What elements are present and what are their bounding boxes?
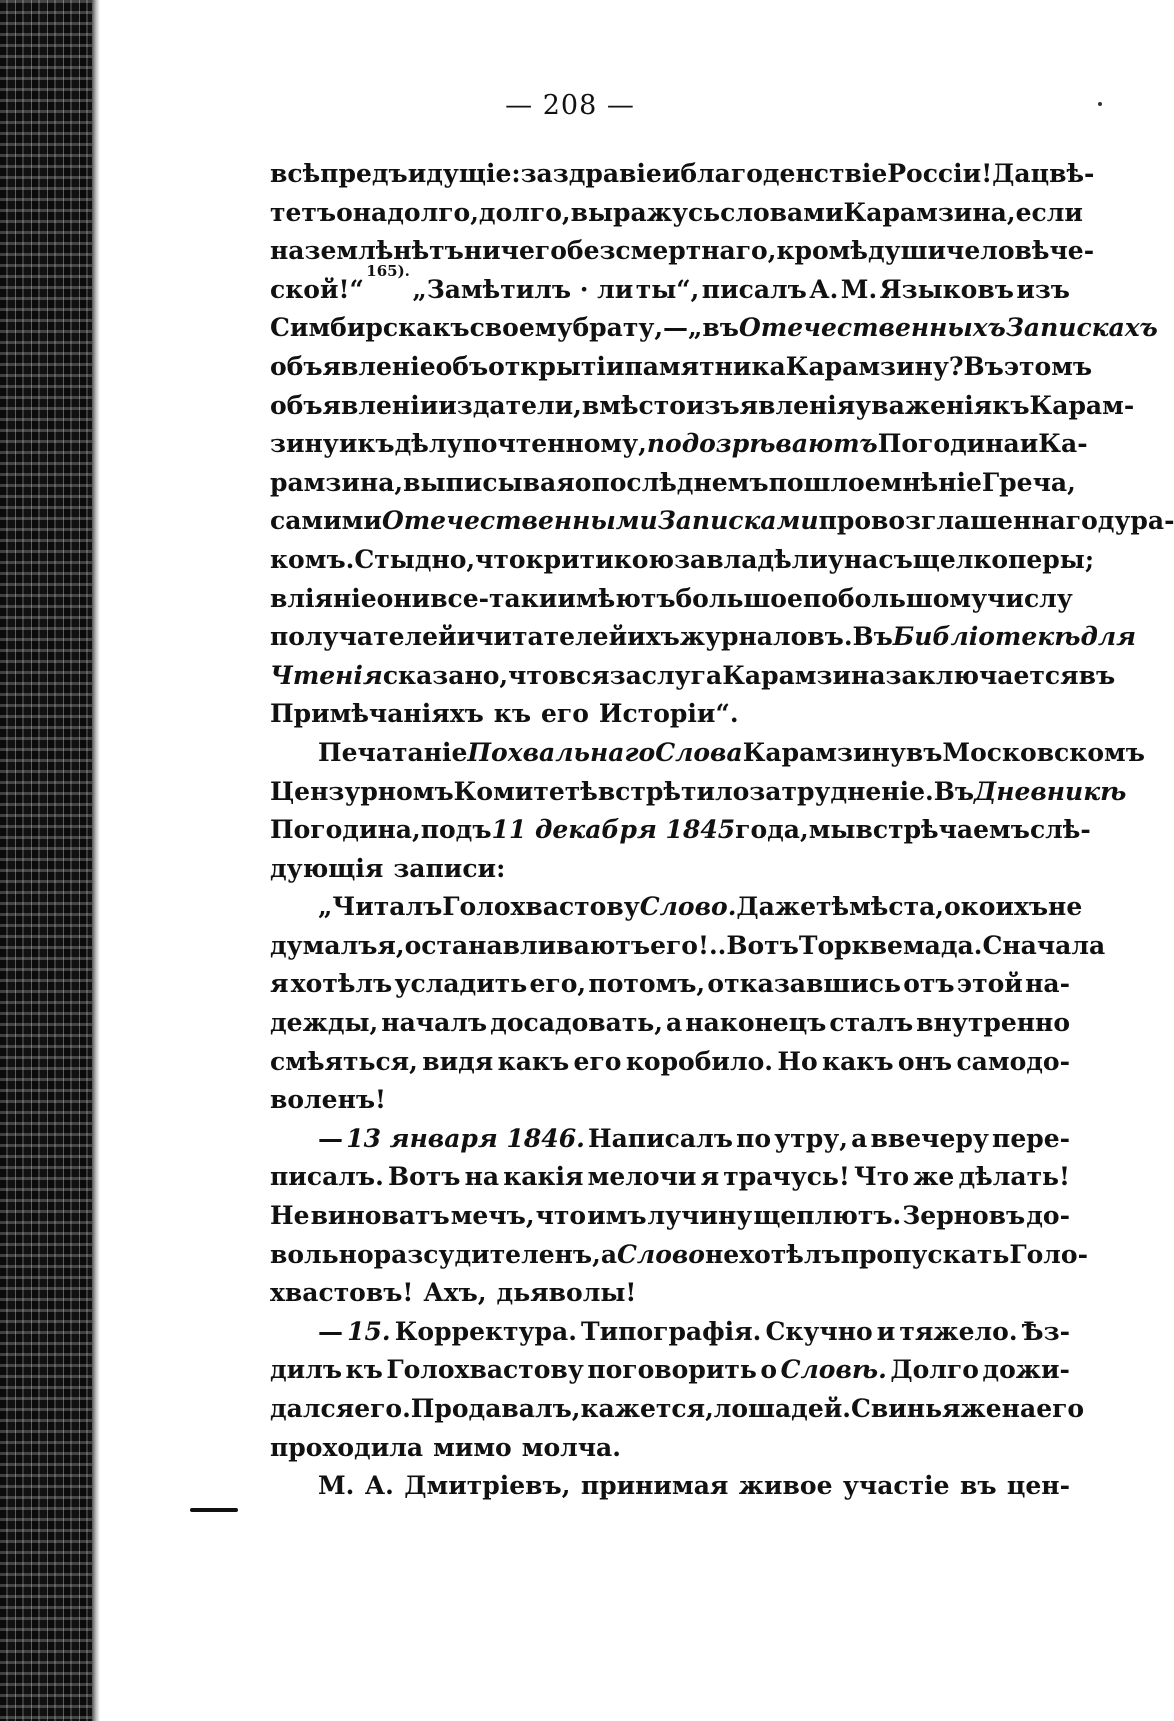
word: и bbox=[661, 159, 681, 188]
word: на bbox=[270, 236, 305, 266]
word: Типографія. bbox=[581, 1316, 762, 1346]
word: землѣ bbox=[304, 236, 394, 266]
text-line bbox=[270, 541, 1095, 580]
word: Библіотекѣ bbox=[892, 622, 1081, 652]
word: Примѣчаніяхъ bbox=[270, 699, 484, 729]
word: Написалъ bbox=[587, 1123, 733, 1153]
word: къ bbox=[432, 313, 470, 343]
text-line bbox=[270, 850, 1070, 889]
word: разсудителенъ, bbox=[373, 1239, 601, 1269]
word: большое bbox=[675, 583, 803, 613]
word: записи: bbox=[393, 853, 506, 883]
word: открытіи bbox=[488, 351, 625, 381]
word: пошлое bbox=[768, 467, 881, 497]
word: выписывая bbox=[403, 467, 575, 497]
word: дура- bbox=[1097, 506, 1174, 536]
word: а bbox=[851, 1123, 868, 1153]
text-line bbox=[270, 348, 1093, 387]
binding-gradient bbox=[92, 0, 100, 1721]
word: Сначала bbox=[982, 930, 1106, 960]
text-line bbox=[270, 155, 1095, 194]
word: его, bbox=[529, 969, 587, 999]
word: Въ bbox=[852, 622, 893, 652]
word: предъидущіе: bbox=[320, 159, 521, 188]
word: этой bbox=[956, 969, 1023, 999]
word: Цензурномъ bbox=[270, 776, 454, 806]
word: Скучно bbox=[765, 1316, 873, 1346]
word: лошадей. bbox=[713, 1394, 851, 1423]
word: ничего bbox=[463, 236, 567, 266]
word: этомъ bbox=[1003, 351, 1093, 381]
word: Даже bbox=[736, 892, 816, 922]
word: самодо- bbox=[956, 1046, 1070, 1076]
word: дѣлать! bbox=[958, 1162, 1070, 1192]
word: словами bbox=[720, 197, 844, 227]
word: Стыдно, bbox=[354, 544, 476, 574]
word: и bbox=[876, 1316, 896, 1346]
word: воленъ! bbox=[270, 1085, 387, 1115]
word: Ка- bbox=[1038, 429, 1088, 459]
word: дьяволы! bbox=[496, 1278, 637, 1308]
word: какія bbox=[503, 1162, 584, 1192]
word: писалъ. bbox=[270, 1162, 384, 1192]
word: изъявленія bbox=[685, 390, 856, 420]
word: Чтенія bbox=[270, 660, 383, 690]
word: — bbox=[318, 1123, 343, 1153]
word: Карамзину bbox=[742, 737, 906, 767]
word: издатели, bbox=[438, 390, 582, 420]
word: о bbox=[574, 467, 592, 497]
word: ввечеру bbox=[870, 1123, 989, 1153]
word: участіе bbox=[842, 1471, 950, 1501]
text-line bbox=[270, 1043, 1070, 1082]
word: Въ bbox=[933, 776, 975, 806]
word: Да bbox=[992, 159, 1031, 188]
word: Отечественными bbox=[381, 506, 658, 536]
word: мечъ, bbox=[450, 1201, 535, 1231]
word: насъ bbox=[843, 544, 913, 574]
word: зину bbox=[270, 429, 339, 459]
word: дилъ bbox=[270, 1355, 343, 1385]
word: жена bbox=[960, 1394, 1037, 1423]
text-line bbox=[270, 965, 1070, 1004]
word: на bbox=[464, 1162, 500, 1192]
word: и bbox=[1019, 429, 1039, 459]
word: что bbox=[475, 544, 526, 574]
word: молча. bbox=[521, 1432, 621, 1462]
text-line bbox=[270, 580, 1073, 619]
word: Вотъ bbox=[726, 930, 799, 960]
text-line bbox=[270, 387, 1135, 426]
word: имѣютъ bbox=[557, 583, 676, 613]
word: внутренно bbox=[916, 1008, 1070, 1038]
word: думалъ bbox=[270, 930, 378, 960]
word: имъ bbox=[587, 1201, 647, 1231]
word: Погодина bbox=[877, 429, 1020, 459]
word: Свинья bbox=[850, 1394, 961, 1423]
text-line bbox=[270, 1351, 1070, 1390]
word: проходила bbox=[270, 1432, 424, 1462]
word: дующія bbox=[270, 853, 384, 883]
word: получателей bbox=[270, 622, 457, 652]
word: выражусь bbox=[570, 197, 721, 227]
word: ты“, bbox=[635, 274, 700, 304]
word: „Читалъ bbox=[318, 892, 443, 922]
word: Вотъ bbox=[387, 1162, 461, 1192]
word: вся bbox=[558, 660, 610, 690]
word: Словѣ. bbox=[780, 1355, 887, 1385]
word: Голо- bbox=[1009, 1239, 1088, 1269]
word: останавливаютъ bbox=[404, 930, 651, 960]
word: его bbox=[1036, 1394, 1085, 1423]
word: писалъ bbox=[701, 274, 807, 304]
word: по bbox=[736, 1123, 772, 1153]
word: критикою bbox=[525, 544, 675, 574]
text-line bbox=[270, 734, 1145, 773]
word: души bbox=[867, 236, 947, 266]
word: Симбирска bbox=[270, 313, 433, 343]
word: изъ bbox=[1016, 274, 1070, 304]
word: видя bbox=[422, 1046, 494, 1076]
word: дѣлу bbox=[394, 429, 463, 459]
word: она bbox=[336, 197, 388, 227]
word: на- bbox=[1025, 969, 1070, 999]
word: Комитетѣ bbox=[453, 776, 598, 806]
word: его!.. bbox=[650, 930, 727, 960]
word: а bbox=[666, 1008, 683, 1038]
word: тетъ bbox=[270, 197, 337, 227]
word: живое bbox=[738, 1471, 833, 1501]
text-line bbox=[270, 1236, 1088, 1275]
word: ихъ bbox=[627, 622, 680, 652]
word: Карамзина, bbox=[843, 197, 1016, 227]
word: Печатаніе bbox=[318, 737, 468, 767]
word: къ bbox=[357, 429, 395, 459]
word: все-таки bbox=[430, 583, 558, 613]
text-line bbox=[270, 1467, 1070, 1506]
word: цвѣ- bbox=[1030, 159, 1095, 188]
word: какъ bbox=[497, 1046, 570, 1076]
word: Дневникѣ bbox=[974, 776, 1127, 806]
word: памятника bbox=[624, 351, 786, 381]
word: его. bbox=[354, 1394, 411, 1423]
word: подозрѣваютъ bbox=[646, 429, 878, 459]
word: Погодина, bbox=[270, 815, 421, 845]
word: въ bbox=[905, 737, 943, 767]
word: благоденствіе bbox=[680, 159, 888, 188]
text-line bbox=[270, 1313, 1070, 1352]
word: къ bbox=[345, 1355, 383, 1385]
word: Московскомъ bbox=[942, 737, 1145, 767]
word: дался bbox=[270, 1394, 355, 1423]
word: коробило. bbox=[625, 1046, 773, 1076]
text-line bbox=[270, 502, 1174, 541]
word: хвастовъ! bbox=[270, 1278, 414, 1308]
word: къ bbox=[992, 390, 1030, 420]
word: я, bbox=[377, 930, 405, 960]
word: Ѣз- bbox=[1021, 1316, 1070, 1346]
word: М. bbox=[318, 1471, 355, 1501]
text-line bbox=[270, 1197, 1070, 1236]
word: Языковъ bbox=[879, 274, 1014, 304]
word: для bbox=[1080, 622, 1137, 652]
word: А. bbox=[364, 1471, 394, 1501]
text-line bbox=[270, 1429, 1070, 1468]
word: Россіи! bbox=[887, 159, 993, 188]
text-line bbox=[270, 695, 1070, 734]
word: что bbox=[508, 660, 559, 690]
word: началъ bbox=[381, 1008, 488, 1038]
word: же bbox=[913, 1162, 955, 1192]
word: они bbox=[376, 583, 431, 613]
word: сказано, bbox=[382, 660, 509, 690]
word: щеплютъ. bbox=[753, 1201, 902, 1231]
body-text bbox=[270, 155, 1174, 1506]
word: смѣяться, bbox=[270, 1046, 418, 1076]
word: безсмертнаго, bbox=[566, 236, 777, 266]
word: Записками bbox=[657, 506, 819, 536]
word: у bbox=[827, 544, 844, 574]
word: провозглашеннаго bbox=[818, 506, 1098, 536]
word: отъ bbox=[903, 969, 955, 999]
word: Карамзина bbox=[722, 660, 886, 690]
word: его bbox=[541, 699, 589, 729]
word: потомъ, bbox=[588, 969, 706, 999]
word: Слово. bbox=[639, 892, 737, 922]
word: въ bbox=[959, 1471, 997, 1501]
word: Голохвастову bbox=[386, 1355, 584, 1385]
word: долго, bbox=[387, 197, 479, 227]
text-line bbox=[270, 425, 1088, 464]
word: о bbox=[943, 892, 961, 922]
text-line bbox=[270, 888, 1083, 927]
word: щелкоперы; bbox=[912, 544, 1095, 574]
word: онъ bbox=[897, 1046, 953, 1076]
word: не bbox=[1048, 892, 1083, 922]
word: Но bbox=[777, 1046, 818, 1076]
word: а bbox=[600, 1239, 618, 1269]
word: Корректура. bbox=[394, 1316, 577, 1346]
word: вольно bbox=[270, 1239, 374, 1269]
word: по bbox=[802, 583, 838, 613]
text-line bbox=[270, 1158, 1070, 1197]
text-line bbox=[270, 1390, 1085, 1429]
word: наконецъ bbox=[685, 1008, 827, 1038]
word: трачусь! bbox=[723, 1162, 850, 1192]
word: усладить bbox=[394, 969, 528, 999]
word: Запискахъ bbox=[1005, 313, 1158, 343]
word: числу bbox=[987, 583, 1073, 613]
word: комъ. bbox=[270, 544, 355, 574]
word: Долго bbox=[890, 1355, 979, 1385]
word: слѣ- bbox=[1029, 815, 1091, 845]
word: Ахъ, bbox=[423, 1278, 487, 1308]
word: о bbox=[760, 1355, 778, 1385]
word: объявленіи bbox=[270, 390, 439, 420]
word: за bbox=[520, 159, 553, 188]
word: до- bbox=[1026, 1201, 1070, 1231]
word: Что bbox=[854, 1162, 910, 1192]
word: мимо bbox=[433, 1432, 512, 1462]
word: Торквемада. bbox=[798, 930, 983, 960]
word: заключается bbox=[885, 660, 1079, 690]
word: затрудненіе. bbox=[749, 776, 934, 806]
word: Греча, bbox=[981, 467, 1076, 497]
word: объ bbox=[435, 351, 489, 381]
word: утру, bbox=[774, 1123, 848, 1153]
text-line bbox=[270, 657, 1116, 696]
word: и bbox=[456, 622, 476, 652]
word: сталъ bbox=[829, 1008, 914, 1038]
word: Голохвастову bbox=[442, 892, 640, 922]
word: цен- bbox=[1006, 1471, 1070, 1501]
word: „Замѣтилъ · ли bbox=[412, 274, 634, 304]
word: своему bbox=[469, 313, 573, 343]
word: самими bbox=[270, 506, 382, 536]
word: принимая bbox=[580, 1471, 729, 1501]
word: нѣтъ bbox=[393, 236, 464, 266]
word: виноватъ bbox=[310, 1201, 450, 1231]
word: всѣ bbox=[270, 159, 321, 188]
page-number: — 208 — bbox=[505, 90, 635, 121]
word: читателей bbox=[475, 622, 628, 652]
word: лучину bbox=[647, 1201, 753, 1231]
word: 15. bbox=[347, 1316, 391, 1346]
word: брату,—„въ bbox=[572, 313, 739, 343]
word: Исторіи“. bbox=[598, 699, 739, 729]
binding-edge-shadow bbox=[0, 0, 92, 1721]
word: ской!“ bbox=[270, 274, 364, 304]
word: 165). bbox=[366, 261, 410, 280]
word: человѣче- bbox=[946, 236, 1095, 266]
text-line bbox=[270, 464, 1076, 503]
text-line bbox=[270, 261, 1070, 310]
word: отказавшись bbox=[707, 969, 901, 999]
word: вмѣсто bbox=[581, 390, 686, 420]
text-line bbox=[270, 194, 1083, 233]
word: Не bbox=[270, 1201, 310, 1231]
text-line bbox=[270, 927, 1106, 966]
word: завладѣли bbox=[674, 544, 828, 574]
word: пропускать bbox=[840, 1239, 1010, 1269]
word: журналовъ. bbox=[679, 622, 853, 652]
word: вліяніе bbox=[270, 583, 377, 613]
word: Слова bbox=[655, 737, 743, 767]
word: Продавалъ, bbox=[410, 1394, 581, 1423]
word: рамзина, bbox=[270, 467, 404, 497]
word: Зерновъ bbox=[902, 1201, 1026, 1231]
word: къ bbox=[493, 699, 532, 729]
word: тѣ bbox=[815, 892, 850, 922]
word: Слово bbox=[617, 1239, 705, 1269]
word: что bbox=[535, 1201, 587, 1231]
word: большому bbox=[837, 583, 988, 613]
word: кажется, bbox=[580, 1394, 714, 1423]
word: А. bbox=[809, 274, 839, 304]
word: здравіе bbox=[552, 159, 662, 188]
word: въ bbox=[1078, 660, 1116, 690]
word: я bbox=[270, 969, 289, 999]
word: не bbox=[704, 1239, 740, 1269]
word: и bbox=[338, 429, 358, 459]
word: поговорить bbox=[587, 1355, 757, 1385]
word: тяжело. bbox=[899, 1316, 1018, 1346]
word: дежды, bbox=[270, 1008, 379, 1038]
word: объявленіе bbox=[270, 351, 436, 381]
word: если bbox=[1015, 197, 1083, 227]
word: 11 декабря 1845 bbox=[491, 815, 736, 845]
word: досадовать, bbox=[490, 1008, 663, 1038]
word: М. bbox=[840, 274, 878, 304]
word: мы bbox=[808, 815, 856, 845]
word: пере- bbox=[992, 1123, 1070, 1153]
word: — bbox=[318, 1316, 343, 1346]
word: мѣста, bbox=[849, 892, 944, 922]
margin-dash-mark bbox=[190, 1508, 238, 1512]
text-line bbox=[270, 1274, 1070, 1313]
word: Карамзину? bbox=[785, 351, 964, 381]
text-line bbox=[270, 618, 1137, 657]
word: какъ bbox=[822, 1046, 894, 1076]
word: я bbox=[700, 1162, 720, 1192]
word: кромѣ bbox=[776, 236, 868, 266]
word: 13 января 1846. bbox=[346, 1123, 585, 1153]
word: заслуга bbox=[609, 660, 723, 690]
word: встрѣчаемъ bbox=[855, 815, 1030, 845]
word: Карам- bbox=[1029, 390, 1135, 420]
word: подъ bbox=[420, 815, 492, 845]
text-line bbox=[270, 773, 1127, 812]
word: коихъ bbox=[960, 892, 1049, 922]
word: его bbox=[573, 1046, 622, 1076]
word: встрѣтило bbox=[597, 776, 750, 806]
text-line bbox=[270, 1004, 1070, 1043]
word: Дмитріевъ, bbox=[404, 1471, 571, 1501]
word: послѣднемъ bbox=[591, 467, 769, 497]
word: Похвальнаго bbox=[467, 737, 656, 767]
text-line bbox=[270, 1081, 1070, 1120]
text-line bbox=[270, 309, 1158, 348]
word: дожи- bbox=[982, 1355, 1070, 1385]
text-line bbox=[270, 811, 1091, 850]
word: хотѣлъ bbox=[739, 1239, 841, 1269]
word: мелочи bbox=[587, 1162, 697, 1192]
word: мнѣніе bbox=[880, 467, 982, 497]
word: Въ bbox=[963, 351, 1004, 381]
word: почтенному, bbox=[462, 429, 647, 459]
word: долго, bbox=[478, 197, 571, 227]
word: года, bbox=[735, 815, 809, 845]
word: Отечественныхъ bbox=[738, 313, 1006, 343]
word: хотѣлъ bbox=[290, 969, 393, 999]
text-line bbox=[270, 1120, 1070, 1159]
word: уваженія bbox=[855, 390, 993, 420]
